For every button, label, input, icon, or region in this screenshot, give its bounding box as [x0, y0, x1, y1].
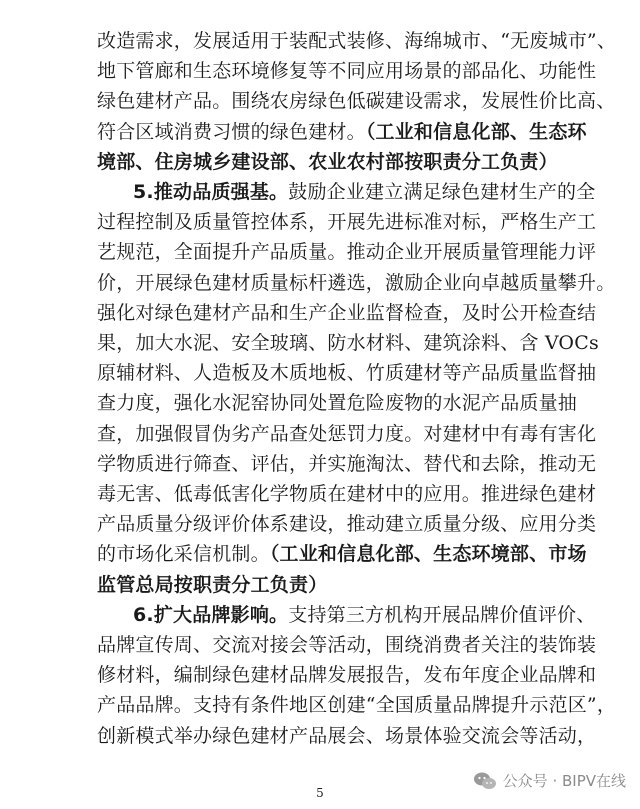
watermark-text: 公众号 · BIPV在线 [502, 772, 626, 790]
page-number: 5 [316, 786, 324, 800]
text-line-4: 符合区域消费习惯的绿色建材。（工业和信息化部、生态环 [97, 121, 587, 143]
text-line-17: 产品质量分级评价体系建设，推动建立质量分级、应用分类 [97, 513, 597, 535]
text-line-15: 学物质进行筛查、评估，并实施淘汰、替代和去除，推动无 [97, 453, 597, 475]
wechat-icon [473, 771, 497, 791]
text-line-19: 监管总局按职责分工负责） [97, 574, 328, 596]
text-line-10: 强化对绿色建材产品和生产企业监督检查，及时公开检查结 [97, 302, 597, 324]
text-line-5: 境部、住房城乡建设部、农业农村部按职责分工负责） [97, 151, 558, 173]
watermark [473, 770, 626, 791]
text-line-2: 地下管廊和生态环境修复等不同应用场景的部品化、功能性 [97, 60, 597, 82]
text-line-23: 产品品牌。支持有条件地区创建“全国质量品牌提升示范区”， [97, 694, 617, 716]
text-line-3: 绿色建材产品。围绕农房绿色低碳建设需求，发展性价比高、 [97, 90, 616, 112]
text-line-21: 品牌宣传周、交流对接会等活动，围绕消费者关注的装饰装 [97, 634, 597, 656]
text-line-13: 查力度，强化水泥窑协同处置危险废物的水泥产品质量抽 [97, 392, 578, 414]
text-line-16: 毒无害、低毒低害化学物质在建材中的应用。推进绿色建材 [97, 483, 597, 505]
text-line-14: 查，加强假冒伪劣产品查处惩罚力度。对建材中有毒有害化 [97, 423, 597, 445]
text-line-6: 5.推动品质强基。鼓励企业建立满足绿色建材生产的全 [133, 181, 596, 203]
text-line-24: 创新模式举办绿色建材产品展会、场景体验交流会等活动， [97, 725, 597, 747]
text-line-18: 的市场化采信机制。（工业和信息化部、生态环境部、市场 [97, 543, 587, 565]
text-line-1: 改造需求，发展适用于装配式装修、海绵城市、“无废城市”、 [97, 30, 617, 52]
text-line-9: 价，开展绿色建材质量标杆遴选，激励企业向卓越质量攀升。 [97, 272, 616, 294]
text-line-20: 6.扩大品牌影响。支持第三方机构开展品牌价值评价、 [133, 604, 596, 626]
text-line-12: 原辅材料、人造板及木质地板、竹质建材等产品质量监督抽 [97, 362, 597, 384]
text-line-7: 过程控制及质量管控体系，开展先进标准对标，严格生产工 [97, 211, 597, 233]
text-line-11: 果，加大水泥、安全玻璃、防水材料、建筑涂料、含 VOCs [97, 332, 599, 354]
text-line-22: 修材料，编制绿色建材品牌发展报告，发布年度企业品牌和 [97, 664, 597, 686]
text-line-8: 艺规范，全面提升产品质量。推动企业开展质量管理能力评 [97, 241, 597, 263]
